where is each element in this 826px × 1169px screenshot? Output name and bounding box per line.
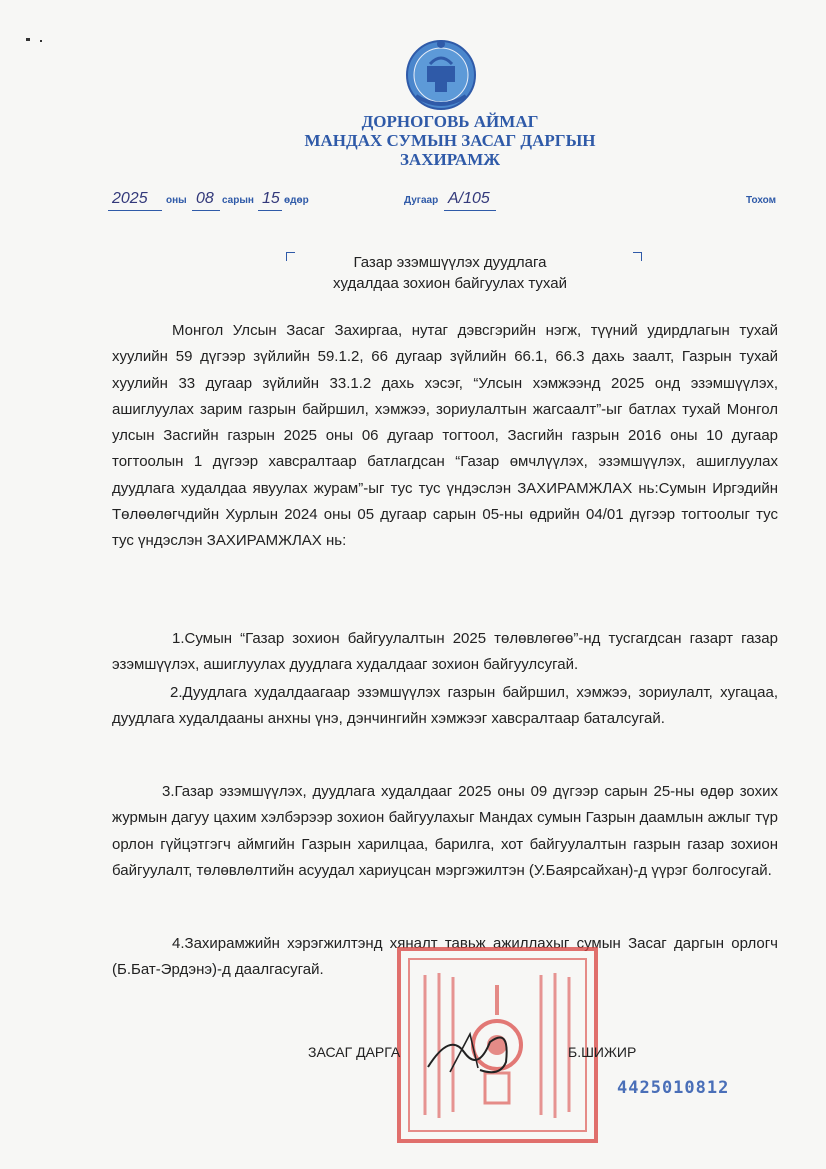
subject-line-1: Газар эзэмшүүлэх дуудлага <box>353 254 547 271</box>
signatory-name: Б.ШИЖИР <box>568 1044 637 1060</box>
date-year: 2025 <box>112 190 148 207</box>
header-aimag: ДОРНОГОВЬ АЙМАГ <box>361 112 539 131</box>
item-1 <box>112 626 778 679</box>
item-4-text: 4.Захирамжийн хэрэгжилтэнд хяналт тавьж ажиллахыг сумын Засаг даргын орлогч (Б.Бат-Эрдэнэ)-д даалгасугай. <box>112 935 778 979</box>
header-doc-type: ЗАХИРАМЖ <box>399 150 501 169</box>
date-month: 08 <box>196 190 214 207</box>
place-name: Тохом <box>746 195 777 206</box>
item-3 <box>112 779 778 884</box>
label-year: оны <box>166 195 187 206</box>
header-office: МАНДАХ СУМЫН ЗАСАГ ДАРГЫН <box>304 131 596 150</box>
scan-speck <box>40 40 42 42</box>
number-label: Дугаар <box>404 195 439 206</box>
signatory-title: ЗАСАГ ДАРГА <box>308 1044 401 1060</box>
date-day: 15 <box>262 190 280 207</box>
item-3-text: 3.Газар эзэмшүүлэх, дуудлага худалдааг 2025 оны 09 дүгээр сарын 25-ны өдөр зохих журмын дагуу цахим хэлбэрээр зохион байгуулахыг Мандах сумын Газрын даамлын ажлыг түр орлон гүйцэтгэгч аймгийн Газрын харилцаа, барилга, хот байгуулалтын газрын газар зохион байгуулалт, төлөвлөлтийн асуудал хариуцсан мэргэжилтэн (У.Баярсайхан)-д үүрэг болгосугай. <box>112 783 778 879</box>
label-month: сарын <box>222 195 254 206</box>
item-2-text: 2.Дуудлага худалдаагаар эзэмшүүлэх газрын байршил, хэмжээ, зориулалт, хугацаа, дуудлага худалдааны анхны үнэ, дэнчингийн хэмжээг хавсралтаар батaлсугай. <box>112 684 778 728</box>
document-number: А/105 <box>448 190 490 207</box>
document-body <box>112 318 778 555</box>
label-day: өдөр <box>284 195 309 206</box>
subject-line-2: худалдаа зохион байгуулах тухай <box>333 275 567 292</box>
item-1-text: 1.Сумын “Газар зохион байгуулалтын 2025 төлөвлөгөө”-нд тусгагдсан газарт газар эзэмшүүлэх, ашиглуулах дуудлага худалдааг зохион байгуулсугай. <box>112 630 778 674</box>
state-emblem-icon <box>404 38 478 116</box>
scan-speck <box>26 38 30 41</box>
preamble-paragraph: Монгол Улсын Засаг Захиргаа, нутаг дэвсгэрийн нэгж, түүний удирдлагын тухай хуулийн 59 дүгээр зүйлийн 59.1.2, 66 дугаар зүйлийн 66.1, 66.3 дахь заалт, Газрын тухай хуулийн 33 дугаар зүйлийн 33.1.2 дахь хэсэг, “Улсын хэмжээнд 2025 онд эзэмшүүлэх, ашиглуулах зарим газрын байршил, хэмжээ, зориулалтын жагсаалт”-ыг батлах тухай Монгол улсын Засгийн газрын 2025 оны 06 дугаар тогтоол, Засгийн газрын 2016 оны 10 дугаар тогтоолын 1 дүгээр хавсралтаар батлагдсан “Газар өмчлүүлэх, эзэмшүүлэх, ашиглуулах дуудлага худалдаа явуулах журам”-ыг тус тус үндэслэн ЗАХИРАМЖЛАХ нь:Сумын Иргэдийн Төлөөлөгчдийн Хурлын 2024 оны 05 дугаар сарын 05-ны өдрийн 04/01 дүгээр тогтоолыг тус тус үндэслэн ЗАХИРАМЖЛАХ нь: <box>112 322 778 550</box>
handwritten-signature <box>420 1022 530 1082</box>
item-2 <box>112 680 778 733</box>
serial-number: 4425010812 <box>617 1078 730 1098</box>
